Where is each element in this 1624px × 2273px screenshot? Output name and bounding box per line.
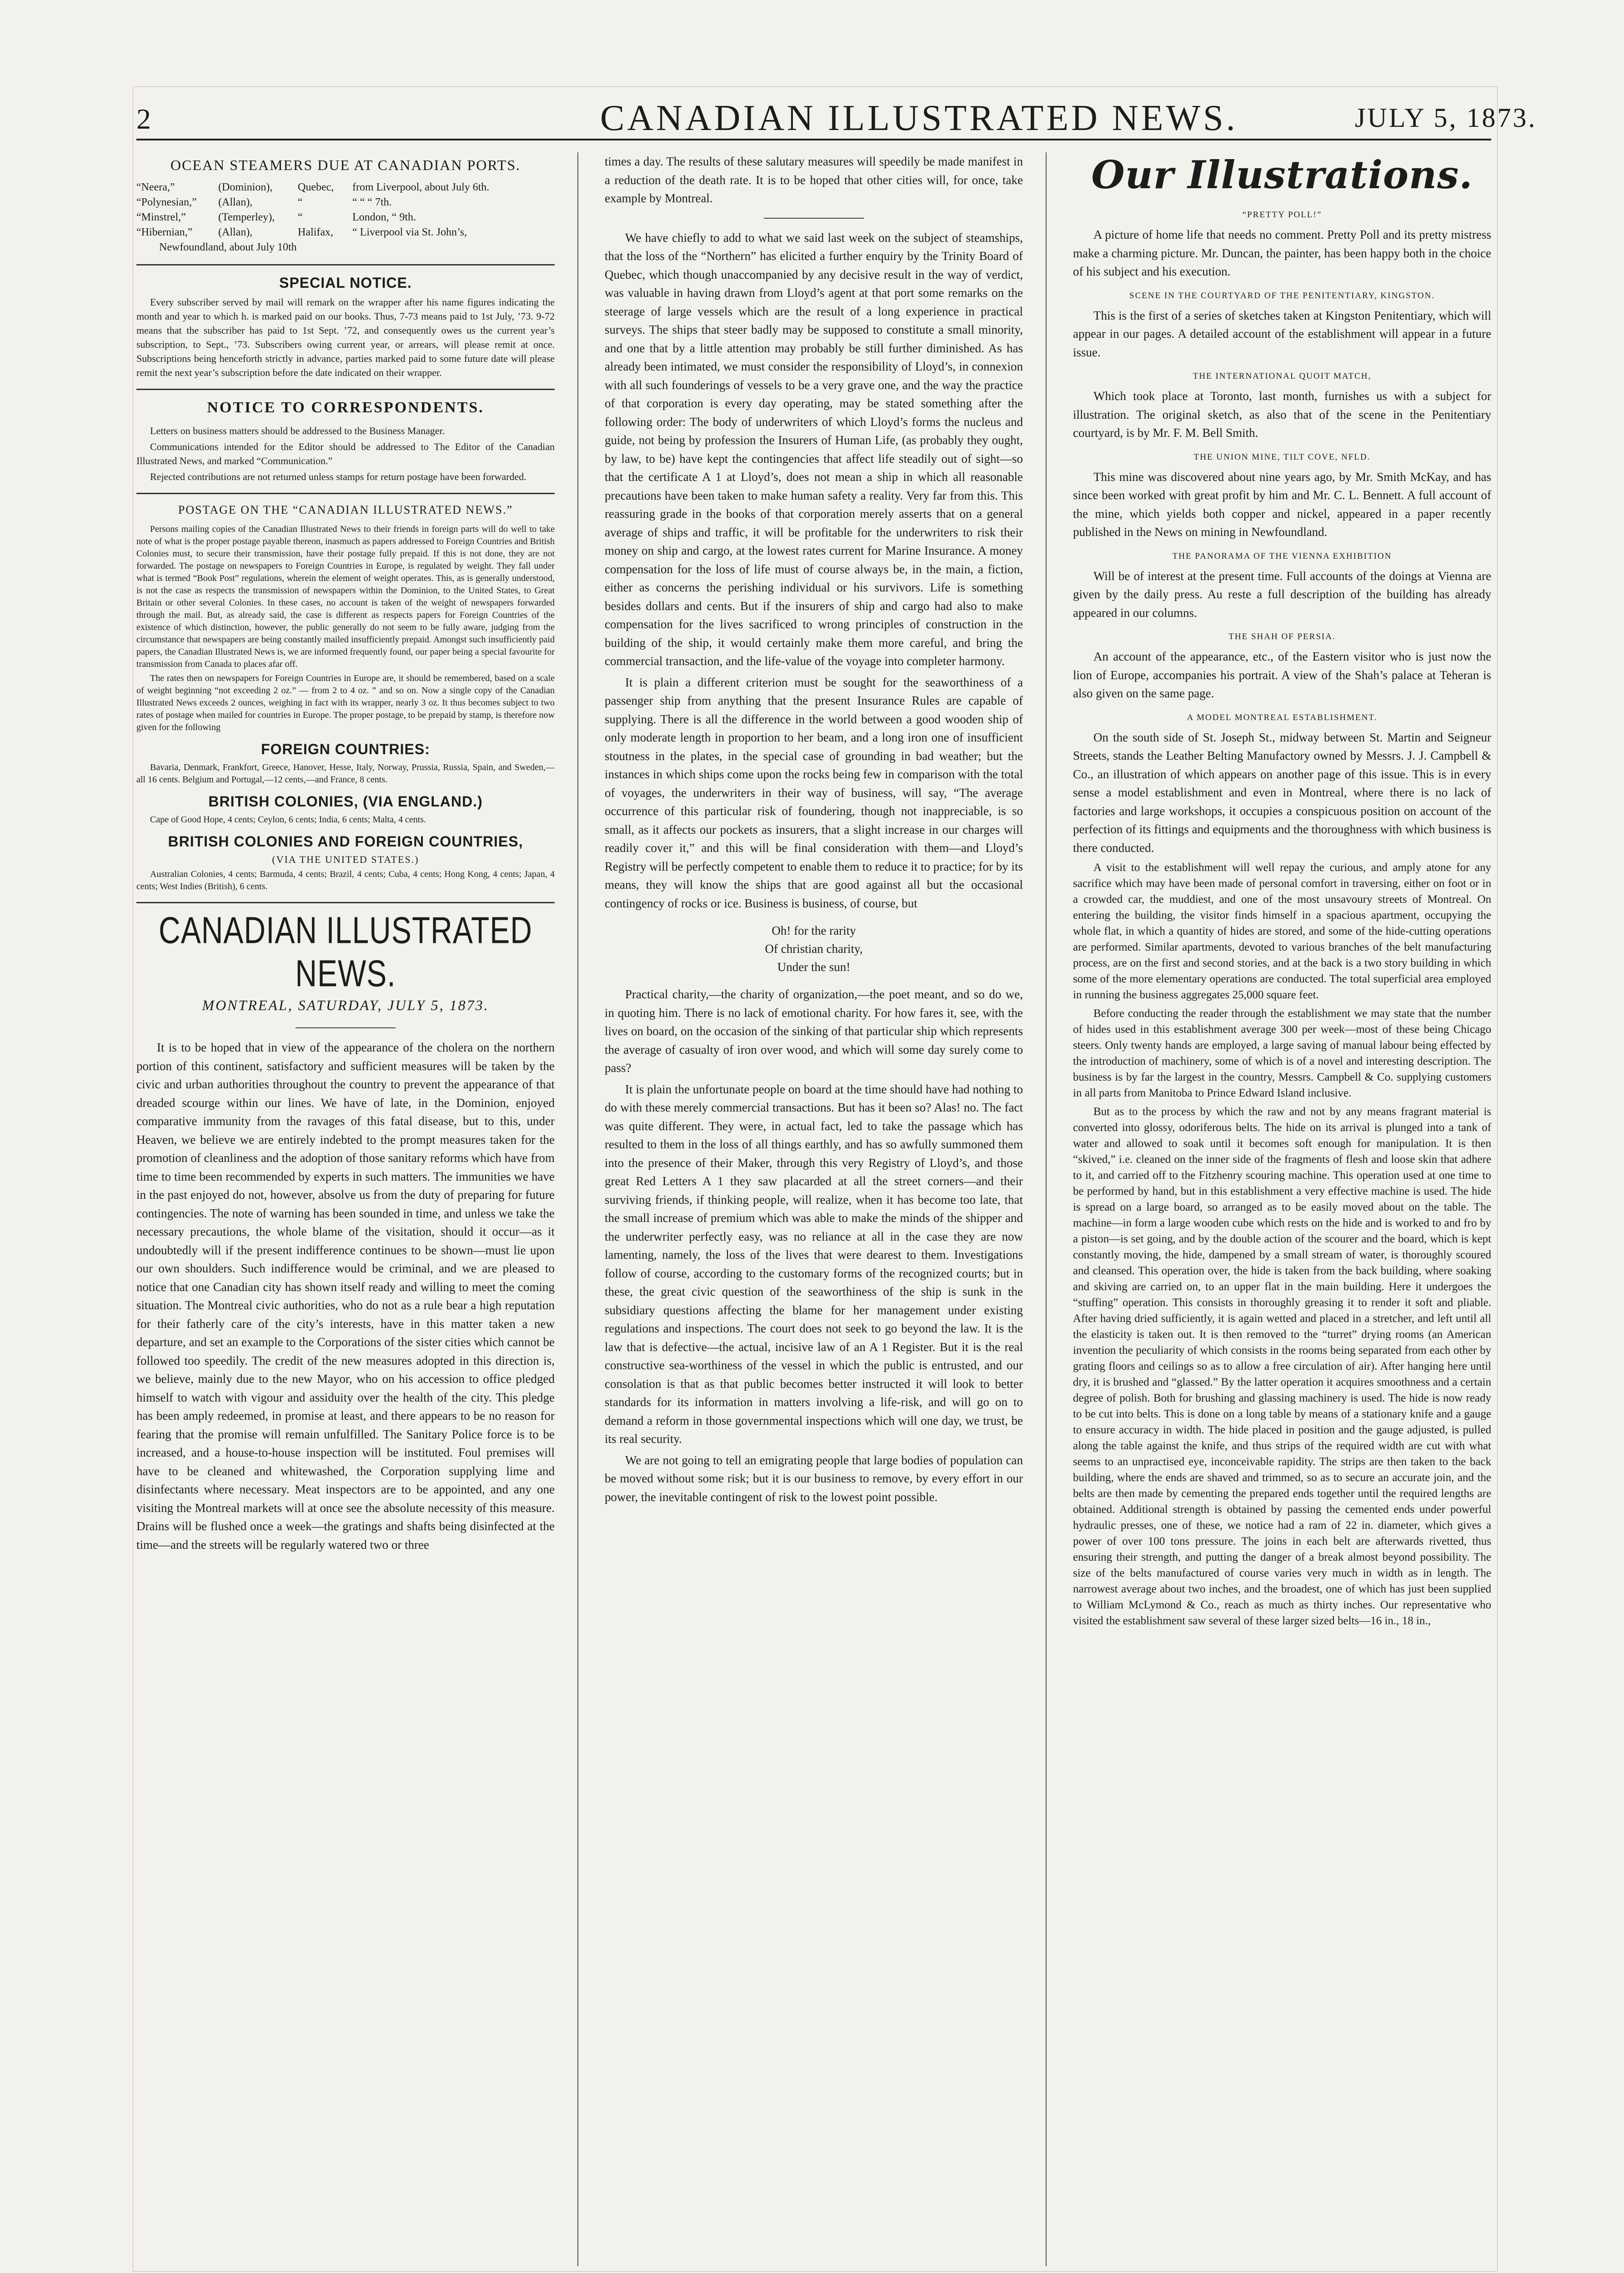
illustration-title: “PRETTY POLL!” <box>1242 210 1322 220</box>
illustration-text: A picture of home life that needs no comment. Pretty Poll and its pretty mistress make a charming picture. Mr. Duncan, the painter, has been happy both in the choice of his subject and his execution. <box>1073 228 1491 278</box>
verse-quote <box>605 921 1023 976</box>
section-rule <box>136 389 555 390</box>
model-establishment-para: Before conducting the reader through the establishment we may state that the number of hides used in this establishment average 300 per week—most of these being Chicago steers. Only twenty hands are employed, a large saving of manual labour being effected by the introduction of machinery, some of which is of a novel and interesting description. The business is by far the largest in the country, Messrs. Campbell & Co. supplying customers in all parts from Manitoba to Prince Edward Island inclusive. <box>1073 1007 1491 1099</box>
section-rule <box>136 902 555 903</box>
section-rule <box>136 493 555 494</box>
illustration-text: Which took place at Toronto, last month, furnishes us with a subject for illustration. The original sketch, as also that of the scene in the Penitentiary courtyard, is by Mr. F. M. Bell Smith. <box>1073 389 1491 440</box>
column-rule <box>577 152 578 2266</box>
editorial-para: It is plain a different criterion must be sought for the seaworthiness of a passenger ship from anything that the present Insurance Rules are capable of supplying. There is all the difference in the world between a good wooden ship of only moderate length in proportion to her beam, and a long iron one of insufficient stoutness in the plates, in the special case of grounding in bad weather; but the instances in which ships come upon the rocks being few in comparison with the total of voyages, the underwriters in their way of business, will say, “The average occurrence of this particular risk of foundering, though not inappreciable, is so small, as it affects our pockets as insurers, that a slight increase in our charges will readily cover it,” and this will be final consideration with them—and Lloyd’s Registry will be perfectly competent to enable them to reduce it to practice; for by its means, they will know the ships that are good against all but the occasional contingency of rocks or ice. Business is business, of course, but <box>605 675 1023 910</box>
illustration-text: This is the first of a series of sketches taken at Kingston Penitentiary, which will appear in our pages. A detailed account of the establishment will appear in a future issue. <box>1073 308 1491 359</box>
illustration-text: An account of the appearance, etc., of the Eastern visitor who is just now the lion of Europe, accompanies his portrait. A view of the Shah’s palace at Teheran is also given on the same page. <box>1073 650 1491 700</box>
page-number: 2 <box>136 103 151 135</box>
steamer-port: “ <box>298 211 303 223</box>
steamer-name: “Polynesian,” <box>136 196 197 208</box>
masthead-date: JULY 5, 1873. <box>1355 103 1537 133</box>
steamer-row <box>136 195 555 210</box>
postage-para: The rates then on newspapers for Foreign Countries in Europe are, it should be remembered, based on a scale of weight beginning “not exceeding 2 oz.” — from 2 to 4 oz. ” and so on. Now a single copy of the Canadian Illustrated News exceeds 2 ounces, weighing in fact with its wrapper, nearly 3 oz. It thus becomes subject to two rates of postage when mailed for countries in Europe. The proper postage, to be prepaid by stamp, is therefore now given for the following <box>136 673 555 732</box>
model-establishment-para: A visit to the establishment will well repay the curious, and amply atone for any sacrifice which may have been made of personal comfort in traversing, either on foot or in a crowded car, the muddiest, and one of the most unsavoury streets of Montreal. On entering the building, the visitor finds himself in a spacious apartment, occupying the whole flat, in which a quantity of hides are stored, and some of the hide-cutting operations are performed. Similar apartments, devoted to various branches of the belt manufacturing process, are on the first and second stories, and at the back is a two story building in which some of the more elementary operations are conducted. The total superficial area employed in running the business aggregates 25,000 square feet. <box>1073 861 1491 1001</box>
illustration-text: Will be of interest at the present time. Full accounts of the doings at Vienna are given by the daily press. Au reste a full description of the building has already appeared in our columns. <box>1073 569 1491 620</box>
illustration-text: This mine was discovered about nine years ago, by Mr. Smith McKay, and has since been worked with great profit by him and Mr. C. L. Bennett. A full account of the mine, which yields both copper and nickel, appeared in a paper recently published in the News on mining in Newfoundland. <box>1073 470 1491 539</box>
illustration-title: A MODEL MONTREAL ESTABLISHMENT. <box>1187 712 1378 722</box>
illustration-title: THE UNION MINE, TILT COVE, NFLD. <box>1193 452 1371 462</box>
steamer-line: (Allan), <box>218 226 253 238</box>
correspondents-para: Rejected contributions are not returned unless stamps for return postage have been forwarded. <box>150 471 526 482</box>
postage-para: Persons mailing copies of the Canadian Illustrated News to their friends in foreign parts will do well to take note of what is the proper postage payable thereon, inasmuch as papers addressed to Foreign Countries and British Colonies must, to secure their transmission, have their postage fully prepaid. If this is not done, they are not forwarded. The postage on newspapers to Foreign Countries in Europe, is regulated by weight. They fall under what is termed “Book Post” regulations, wherein the element of weight operates. This, as is generally understood, is not the case as respects the transmission of newspapers within the Dominion, to the United States, to Great Britain or other several Colonies. In these cases, no account is taken of the weight of newspapers forwarded through the mail. But, as already said, the case is different as respects papers for Foreign Countries of the existence of which distinction, however, the public generally do not seem to be fully aware, judging from the circumstance that newspapers are being constantly mailed insufficiently prepaid. Amongst such insufficiently paid papers, the Canadian Illustrated News is, we are informed frequently found, our paper being a special favourite for transmission from Canada to places afar off. <box>136 524 555 669</box>
editorial-para: It is to be hoped that in view of the appearance of the cholera on the northern portion of this continent, satisfactory and sufficient measures will be taken by the civic and urban authorities throughout the country to prevent the appearance of that dreaded scourge within our lines. We have of late, in the Dominion, enjoyed comparative immunity from the ravages of this fatal disease, but to this, under Heaven, we believe we are entirely indebted to the prompt measures taken for the promotion of cleanliness and the adoption of those sanitary reforms which have from time to time been recommended by experts in such matters. The immunities we have in the past enjoyed do not, however, absolve us from the duty of preparing for future contingencies. The note of warning has been sounded in time, and unless we take the necessary precautions, the whole blame of the visitation, should it occur—as it undoubtedly will if the present indifference continues to be shown—must lie upon our own shoulders. Such indifference would be criminal, and we are pleased to notice that one Canadian city has shown itself ready and willing to meet the coming situation. The Montreal civic authorities, who do not as a rule bear a high reputation for their fatherly care of the city’s interests, have in this matter taken a new departure, and set an example to the Corporations of the sister cities which cannot be followed too speedily. The credit of the new measures adopted in this direction is, we believe, mainly due to the new Mayor, who on his accession to office pledged himself to watch with vigour and assiduity over the health of the city. This pledge has been amply redeemed, in promise at least, and there appears to be no reason for fearing that the promise will remain unfulfilled. The Sanitary Police force is to be increased, and a house-to-house inspection will be instituted. Foul premises will have to be cleaned and whitewashed, the Corporation supplying lime and disinfectants where necessary. Meat inspectors are to be appointed, and any one visiting the Montreal markets will at once see the absolute necessity of this measure. Drains will be flushed once a week—the gratings and shafts being disinfected at the time—and the streets will be regularly watered two or three <box>136 1041 555 1552</box>
illustration-title: THE PANORAMA OF THE VIENNA EXHIBITION <box>1172 551 1392 561</box>
editorial-para: We have chiefly to add to what we said last week on the subject of steamships, that the loss of the “Northern” has elicited a further enquiry by the Trinity Board of Quebec, which though unaccompanied by any decisive result in the way of verdict, was valuable in having drawn from Lloyd’s agent at that port some remarks on the steerage of large vessels which are the result of a long experience in practical surveys. The ships that steer badly may be supposed to constitute a small minority, and one that by a little attention may probably be still further diminished. As has already been intimated, we must consider the responsibility of Lloyd’s, in connexion with all such founderings of vessels to be a very grave one, and the way the practice of that corporation is every day operating, may be stated something after the following order: The body of underwriters of which Lloyd’s forms the nucleus and guide, not being by profession the Insurers of Human Life, (as probably they ought, by law, to be) have kept the contingencies that affect life steadily out of sight—so that the certificate A 1 at Lloyd’s, does not mean a ship in which all reasonable precautions have been taken to make human safety a reality. Very far from this. This reassuring grade in the books of that corporation merely asserts that on a general average of ships and traffic, it will be profitable for the underwriters to risk their money on ship and cargo, at the lowest rates current for Marine Insurance. A money compensation for the loss of life must of course always be, in the main, a fiction, either as concerns the perishing individual or his survivors. Life is something besides dollars and cents. But if the insurers of ship and cargo had also to make compensation for the lives sacrificed to wrong principles of construction in the building of the ship, it would certainly make them more careful, and bring the commercial transaction, and the life-value of the voyage into completer harmony. <box>605 230 1023 668</box>
steamer-origin: London, “ 9th. <box>352 211 416 223</box>
steamer-origin: from Liverpool, about July 6th. <box>352 181 490 193</box>
colonies-foreign-subheading: (VIA THE UNITED STATES.) <box>272 854 419 865</box>
editorial-masthead: CANADIAN ILLUSTRATED NEWS. <box>159 909 532 994</box>
steamer-name: “Neera,” <box>136 181 175 193</box>
steamer-name: “Hibernian,” <box>136 226 193 238</box>
section-rule <box>764 218 864 219</box>
steamer-port: “ <box>298 196 303 208</box>
verse-line: Under the sun! <box>777 960 851 974</box>
illustration-text: On the south side of St. Joseph St., midway between St. Martin and Seigneur Streets, stands the Leather Belting Manufactory owned by Messrs. J. J. Campbell & Co., an illustration of which appears on another page of this issue. This is in every sense a model establishment and even in Montreal, where there is no lack of factories and large workshops, it occupies a conspicuous position on account of the perfection of its fittings and equipments and the thoroughness with which business is there conducted. <box>1073 730 1491 855</box>
editorial-dateline: MONTREAL, SATURDAY, JULY 5, 1873. <box>202 997 489 1013</box>
steamers-table <box>136 180 555 255</box>
british-colonies-text: Cape of Good Hope, 4 cents; Ceylon, 6 cents; India, 6 cents; Malta, 4 cents. <box>150 815 426 825</box>
steamer-line: (Allan), <box>218 196 253 208</box>
special-notice-text: Every subscriber served by mail will remark on the wrapper after his name figures indicating the month and year to which h. is marked paid on our books. Thus, 7-73 means paid to 1st July, ’73. 9-72 means that the subscriber has paid to 1st Sept. ’72, and consequently owes us the current year’s subscription, to Sept., ’73. Subscribers owing current year, or arrears, will please remit at once. Subscriptions being henceforth strictly in advance, parties marked paid to some future date will please remit the next year’s subscription before the date indicated on their wrapper. <box>136 296 555 378</box>
special-notice-heading: SPECIAL NOTICE. <box>279 275 412 291</box>
steamer-row <box>136 180 555 195</box>
steamer-row <box>136 225 555 240</box>
illustration-title: THE SHAH OF PERSIA. <box>1228 632 1336 641</box>
editorial-para: times a day. The results of these salutary measures will speedily be made manifest in a reduction of the death rate. It is to be hoped that other cities will, for once, take example by Montreal. <box>605 155 1023 205</box>
column-three <box>1073 152 1491 2266</box>
illustration-title: THE INTERNATIONAL QUOIT MATCH, <box>1193 371 1372 381</box>
illustration-title: SCENE IN THE COURTYARD OF THE PENITENTIARY, KINGSTON. <box>1129 290 1435 300</box>
illustrations-heading: Our Illustrations. <box>1091 152 1473 197</box>
dateline-rule <box>296 1027 396 1028</box>
verse-line: Of christian charity, <box>765 942 863 956</box>
editorial-para: We are not going to tell an emigrating people that large bodies of population can be moved without some risk; but it is our business to remove, by every effort in our power, the inevitable contingent of risk to the lowest point possible. <box>605 1453 1023 1504</box>
steamer-origin: “ “ “ 7th. <box>352 196 392 208</box>
steamer-line: (Dominion), <box>218 181 273 193</box>
steamer-port: Quebec, <box>298 181 334 193</box>
column-rule <box>1046 152 1047 2266</box>
correspondents-para: Communications intended for the Editor should be addressed to The Editor of the Canadian Illustrated News, and marked “Communication.” <box>136 441 555 466</box>
column-two <box>605 152 1023 2266</box>
editorial-para: Practical charity,—the charity of organization,—the poet meant, and so do we, in quoting him. There is no lack of emotional charity. For how fares it, see, with the lives on board, on the occasion of the sinking of that particular ship which represents the average of casualty of iron over wood, and which will some day surely come to pass? <box>605 987 1023 1075</box>
masthead-rule <box>136 139 1491 140</box>
steamer-line: (Temperley), <box>218 211 275 223</box>
steamer-name: “Minstrel,” <box>136 211 186 223</box>
model-establishment-para: But as to the process by which the raw and not by any means fragrant material is converted into glossy, odoriferous belts. The hide on its arrival is plunged into a tank of water and allowed to soak until it becomes soft enough for manipulation. It is then “skived,” i.e. cleaned on the inner side of the fragments of flesh and loose skin that adhere to it, and carried off to the Fitzhenry scouring machine. This operation used at one time to be performed by hand, but in this establishment a very effective machine is used. The hide is spread on a large board, so arranged as to be easily moved about on the table. The machine—in form a large wooden cube which rests on the hide and is worked to and fro by a piston—is set going, and by the double action of the scourer and the board, which is kept constantly moving, the hide, dampened by a small stream of water, is thoroughly scoured and cleansed. This operation over, the hide is taken from the back building, where soaking and skiving are carried on, to an upper flat in the main building. Here it undergoes the “stuffing” operation. This consists in thoroughly greasing it to render it soft and pliable. After having dried sufficiently, it is again wetted and placed in a stretcher, and left until all the elasticity is taken out. It is then removed to the “turret” drying rooms (an American invention the peculiarity of which consists in the rooms being separated from each other by grating floors and ceilings so as to allow a free circulation of air). After hanging here until dry, it is brushed and “glassed.” By the latter operation it acquires smoothness and a certain degree of polish. Both for brushing and glassing machinery is used. The hide is now ready to be cut into belts. This is done on a long table by means of a stationary knife and a gauge to ensure accuracy in width. The hide placed in position and the gauge adjusted, is pulled along the table against the knife, and thus strips of the required width are cut with what seems to an unpractised eye, inconceivable rapidity. The strips are then taken to the back building, where the ends are shaved and trimmed, so as to secure an accurate join, and the belts are then made by cementing the prepared ends together until the required lengths are obtained. Additional strength is obtained by passing the cemented ends under powerful hydraulic presses, one of these, we notice had a ram of 22 in. diameter, which gives a power of over 100 tons pressure. The joins in each belt are afterwards rivetted, thus ensuring their strength, and putting the danger of a break almost beyond possibility. The size of the belts manufactured of course varies very much in width as in length. The narrowest average about two inches, and the broadest, one of which has just been supplied to William McLymond & Co., reach as much as thirty inches. Our representative who visited the establishment saw several of these larger sized belts—16 in., 18 in., <box>1073 1106 1491 1627</box>
steamer-note: Newfoundland, about July 10th <box>159 241 297 253</box>
verse-line: Oh! for the rarity <box>772 924 856 937</box>
colonies-foreign-heading: BRITISH COLONIES AND FOREIGN COUNTRIES, <box>168 833 523 850</box>
foreign-countries-heading: FOREIGN COUNTRIES: <box>261 741 430 757</box>
masthead-title: CANADIAN ILLUSTRATED NEWS. <box>600 98 1238 138</box>
section-rule <box>136 264 555 265</box>
colonies-foreign-text: Australian Colonies, 4 cents; Barmuda, 4 cents; Brazil, 4 cents; Cuba, 4 cents; Hong Kong, 4 cents; Japan, 4 cents; West Indies (British), 6 cents. <box>136 869 555 891</box>
postage-heading: POSTAGE ON THE “CANADIAN ILLUSTRATED NEWS.” <box>178 503 513 516</box>
editorial-para: It is plain the unfortunate people on board at the time should have had nothing to do with these merely commercial transactions. But has it been so? Alas! no. The fact was quite different. They were, in actual fact, led to take the passage which has resulted to them in the loss of all things earthly, and has so awfully summoned them into the presence of their Maker, through this very Registry of Lloyd’s, and those great Red Letters A 1 they saw placarded at all the street corners—and their surviving friends, if thinking people, will realize, when it has become too late, that the small increase of premium which was able to make the minds of the shipper and the underwriter perfectly easy, was no reliance at all in the case they are now lamenting, namely, the loss of the lives that were dearest to them. Investigations follow of course, according to the customary forms of the recognized courts; but in these, the great civic question of the seaworthiness of the ship is sunk in the subsidiary questions affecting the blame for her management under existing regulations and inspections. The court does not seek to go beyond the law. It is the law that is defective—the actual, incisive law of an A 1 Register. But it is the real constructive sea-worthiness of the vessel in which the public is entrusted, and our consolation is that as that public becomes better instructed it will look to better standards for its information in matters involving a life-risk, and will go on to demand a reform in those governmental inspections which will one day, we trust, be its real security. <box>605 1082 1023 1446</box>
steamers-heading: OCEAN STEAMERS DUE AT CANADIAN PORTS. <box>170 157 521 173</box>
foreign-countries-text: Bavaria, Denmark, Frankfort, Greece, Hanover, Hesse, Italy, Norway, Prussia, Russia, Spain, and Sweden,—all 16 cents. Belgium and Portugal,—12 cents,—and France, 8 cents. <box>136 762 555 785</box>
correspondents-para: Letters on business matters should be addressed to the Business Manager. <box>150 425 445 436</box>
british-colonies-heading: BRITISH COLONIES, (VIA ENGLAND.) <box>208 793 483 810</box>
steamer-port: Halifax, <box>298 226 333 238</box>
column-one <box>136 152 555 2266</box>
steamer-origin: “ Liverpool via St. John’s, <box>352 226 467 238</box>
correspondents-heading: NOTICE TO CORRESPONDENTS. <box>207 399 484 416</box>
steamer-row <box>136 210 555 225</box>
